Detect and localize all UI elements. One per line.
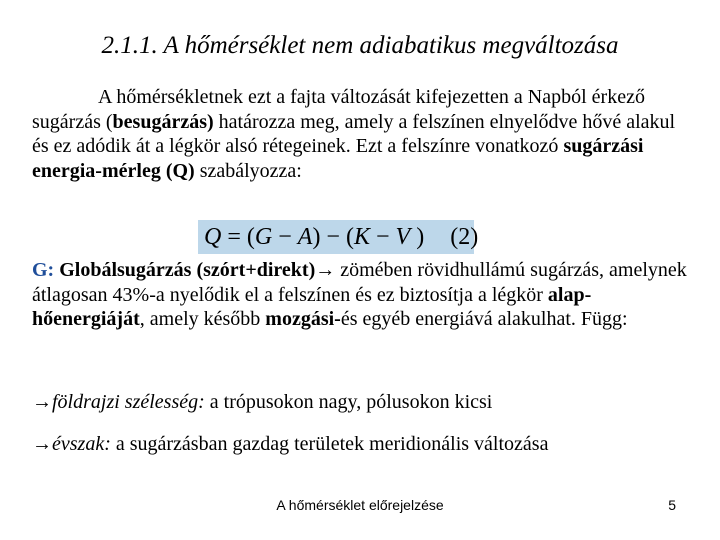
- formula-number: (2): [450, 224, 479, 250]
- bullet-season-label: →évszak:: [32, 433, 111, 455]
- intro-bold-energy-balance: sugárzási energia-mérleg (Q): [32, 135, 644, 182]
- formula-q: Q: [204, 224, 222, 250]
- bullet-latitude-label: →földrajzi szélesség:: [32, 391, 205, 413]
- footer-title: A hőmérséklet előrejelzése: [276, 497, 444, 513]
- global-radiation-paragraph: [32, 258, 692, 332]
- page-number: 5: [668, 497, 676, 513]
- formula-minus-2: −: [369, 224, 396, 250]
- energy-balance-formula: [198, 220, 479, 254]
- g-bold-mozgasi: mozgási-: [265, 308, 341, 330]
- formula-mid: ) − (: [312, 224, 354, 250]
- bullet-latitude-text: a trópusokon nagy, pólusokon kicsi: [204, 391, 493, 413]
- formula-v: V: [395, 224, 411, 250]
- g-text-3: és egyéb energiává alakulhat. Függ:: [340, 308, 628, 330]
- g-text-1: → zömében rövidhullámú sugárzás, amelynek átlagosan 43%-a nyelődik el a felszínen és ez biztosítja a légkör: [32, 259, 687, 306]
- g-bold-alap-hoenergia: alap-hőenergiáját: [32, 283, 592, 330]
- bullet-season: [32, 432, 548, 456]
- g-bold-globalsugarzas: Globálsugárzás (szórt+direkt): [59, 259, 316, 281]
- intro-bold-besugarzas: besugárzás): [112, 110, 214, 133]
- intro-text-1: A hőmérsékletnek ezt a fajta változását kifejezetten a Napból érkező sugárzás (: [32, 86, 645, 133]
- formula-a: A: [297, 224, 313, 250]
- formula-close: ): [410, 224, 425, 250]
- intro-text-2: határozza meg, amely a felszínen elnyelődve hővé alakul és ez adódik át a légkör alsó rétegeinek. Ezt a felszínre vonatkozó: [32, 110, 676, 157]
- slide-title: 2.1.1. A hőmérséklet nem adiabatikus megváltozása: [101, 32, 619, 59]
- g-label: G:: [32, 259, 55, 281]
- formula-minus-1: −: [272, 224, 298, 250]
- formula-g: G: [254, 224, 273, 250]
- g-text-2: , amely később: [139, 308, 266, 330]
- bullet-season-text: a sugárzásban gazdag területek meridionális változása: [110, 433, 549, 455]
- formula-k: K: [353, 224, 370, 250]
- formula-eq: = (: [221, 224, 255, 250]
- intro-text-3: szabályozza:: [194, 159, 302, 182]
- intro-paragraph: [32, 85, 692, 183]
- bullet-latitude: [32, 390, 492, 414]
